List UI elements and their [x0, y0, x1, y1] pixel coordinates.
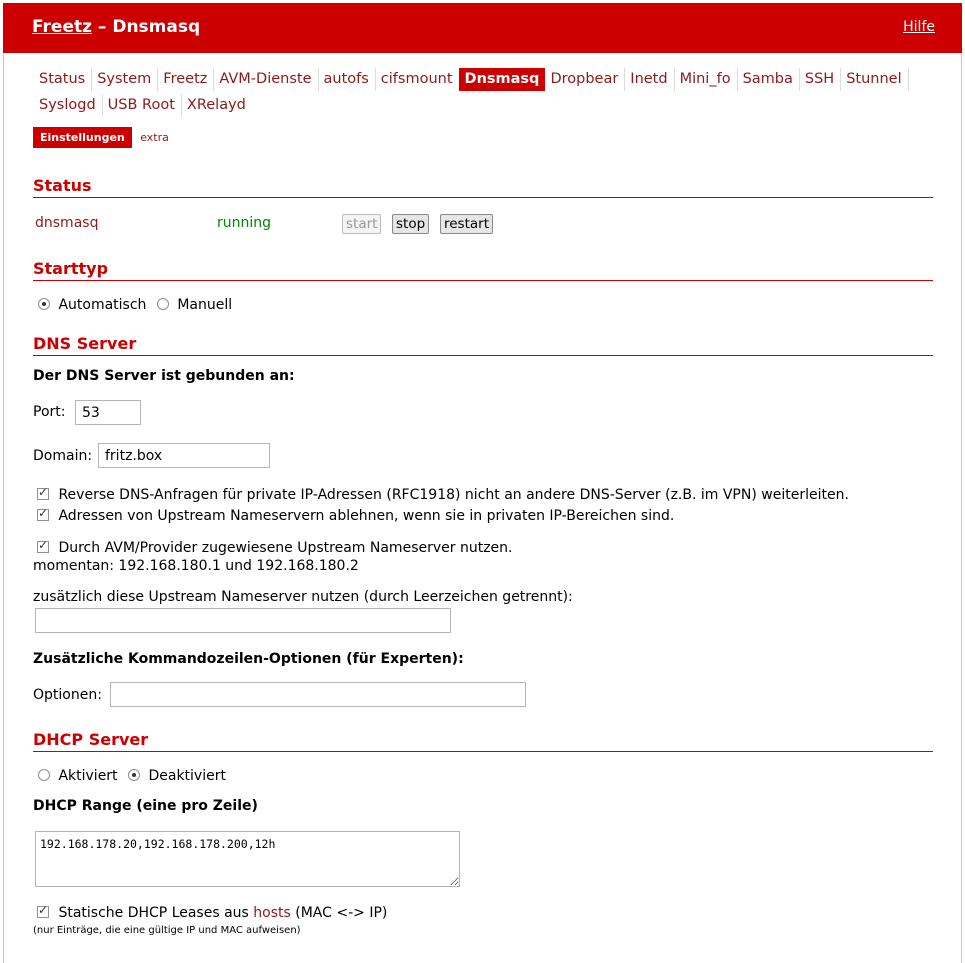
reverse-row — [37, 487, 849, 503]
nav-item-usb-root[interactable]: USB Root — [102, 94, 182, 117]
stop-button[interactable]: stop — [392, 214, 429, 234]
avm-checkbox[interactable] — [37, 541, 49, 553]
static-leases-prefix: Statische DHCP Leases aus — [58, 905, 254, 921]
app-title: Freetz – Dnsmasq — [32, 17, 201, 37]
hosts-link[interactable]: hosts — [253, 905, 291, 921]
tab-extra[interactable]: extra — [140, 131, 169, 144]
radio-manuell[interactable] — [157, 298, 169, 310]
page-title: Dnsmasq — [112, 17, 201, 37]
header-bar — [3, 3, 962, 53]
nav-item-autofs[interactable]: autofs — [318, 68, 376, 91]
radio-aktiviert[interactable] — [38, 769, 50, 781]
extra-ns-label: zusätzlich diese Upstream Nameserver nutzen (durch Leerzeichen getrennt): — [33, 589, 573, 605]
sub-nav — [33, 127, 169, 148]
options-label: Optionen: — [33, 687, 102, 703]
section-dns-title: DNS Server — [33, 334, 933, 356]
nav-item-freetz[interactable]: Freetz — [157, 68, 214, 91]
static-leases-suffix: (MAC <-> IP) — [290, 905, 388, 921]
nav-item-avm-dienste[interactable]: AVM-Dienste — [213, 68, 318, 91]
start-button[interactable]: start — [342, 214, 381, 234]
nav-item-stunnel[interactable]: Stunnel — [840, 68, 908, 91]
nav-item-cifsmount[interactable]: cifsmount — [375, 68, 460, 91]
radio-automatisch[interactable] — [38, 298, 50, 310]
section-dhcp-title: DHCP Server — [33, 730, 933, 752]
nav-item-inetd[interactable]: Inetd — [624, 68, 674, 91]
label-manuell: Manuell — [177, 297, 233, 313]
tab-einstellungen[interactable]: Einstellungen — [33, 127, 132, 148]
port-label: Port: — [33, 404, 66, 420]
dns-bound-heading: Der DNS Server ist gebunden an: — [33, 368, 295, 384]
static-leases-row — [37, 905, 387, 921]
domain-input[interactable] — [98, 443, 270, 468]
nav-item-xrelayd[interactable]: XRelayd — [186, 97, 246, 113]
cmd-options-heading: Zusätzliche Kommandozeilen-Optionen (für Experten): — [33, 651, 464, 667]
extra-ns-input[interactable] — [35, 608, 451, 633]
reject-checkbox[interactable] — [37, 509, 49, 521]
help-link[interactable]: Hilfe — [903, 19, 935, 35]
nav-item-mini-fo[interactable]: Mini_fo — [674, 68, 738, 91]
nav-item-system[interactable]: System — [91, 68, 158, 91]
port-input[interactable] — [75, 400, 141, 425]
reject-label: Adressen von Upstream Nameservern ablehnen, wenn sie in privaten IP-Bereichen sind. — [58, 508, 675, 524]
radio-deaktiviert[interactable] — [128, 769, 140, 781]
section-starttyp-title: Starttyp — [33, 259, 933, 281]
label-automatisch: Automatisch — [58, 297, 147, 313]
restart-button[interactable]: restart — [440, 214, 493, 234]
starttyp-options — [38, 297, 232, 313]
options-input[interactable] — [110, 682, 526, 707]
service-name: dnsmasq — [35, 215, 99, 231]
avm-label: Durch AVM/Provider zugewiesene Upstream Nameserver nutzen. — [58, 540, 513, 556]
brand-link[interactable]: Freetz — [32, 17, 92, 37]
label-deaktiviert: Deaktiviert — [148, 768, 226, 784]
nav-item-samba[interactable]: Samba — [737, 68, 800, 91]
domain-label: Domain: — [33, 448, 93, 464]
section-status-title: Status — [33, 176, 933, 198]
nav-item-dropbear[interactable]: Dropbear — [544, 68, 625, 91]
dhcp-range-textarea[interactable] — [35, 831, 460, 887]
dhcp-options — [38, 768, 226, 784]
reverse-checkbox[interactable] — [37, 488, 49, 500]
nav-item-syslogd[interactable]: Syslogd — [33, 94, 103, 117]
nav-item-ssh[interactable]: SSH — [799, 68, 841, 91]
main-nav — [33, 68, 938, 120]
static-leases-checkbox[interactable] — [37, 906, 49, 918]
current-nameservers: momentan: 192.168.180.1 und 192.168.180.2 — [33, 558, 359, 574]
nav-item-dnsmasq[interactable]: Dnsmasq — [459, 68, 546, 91]
static-leases-note: (nur Einträge, die eine gültige IP und MAC aufweisen) — [33, 925, 301, 936]
label-aktiviert: Aktiviert — [58, 768, 118, 784]
reverse-label: Reverse DNS-Anfragen für private IP-Adressen (RFC1918) nicht an andere DNS-Server (z.B. im VPN) weiterleiten. — [58, 487, 849, 503]
avm-row — [37, 540, 512, 556]
reject-row — [37, 508, 674, 524]
service-status: running — [217, 215, 272, 231]
dhcp-range-heading: DHCP Range (eine pro Zeile) — [33, 798, 258, 814]
nav-item-status[interactable]: Status — [33, 68, 92, 91]
